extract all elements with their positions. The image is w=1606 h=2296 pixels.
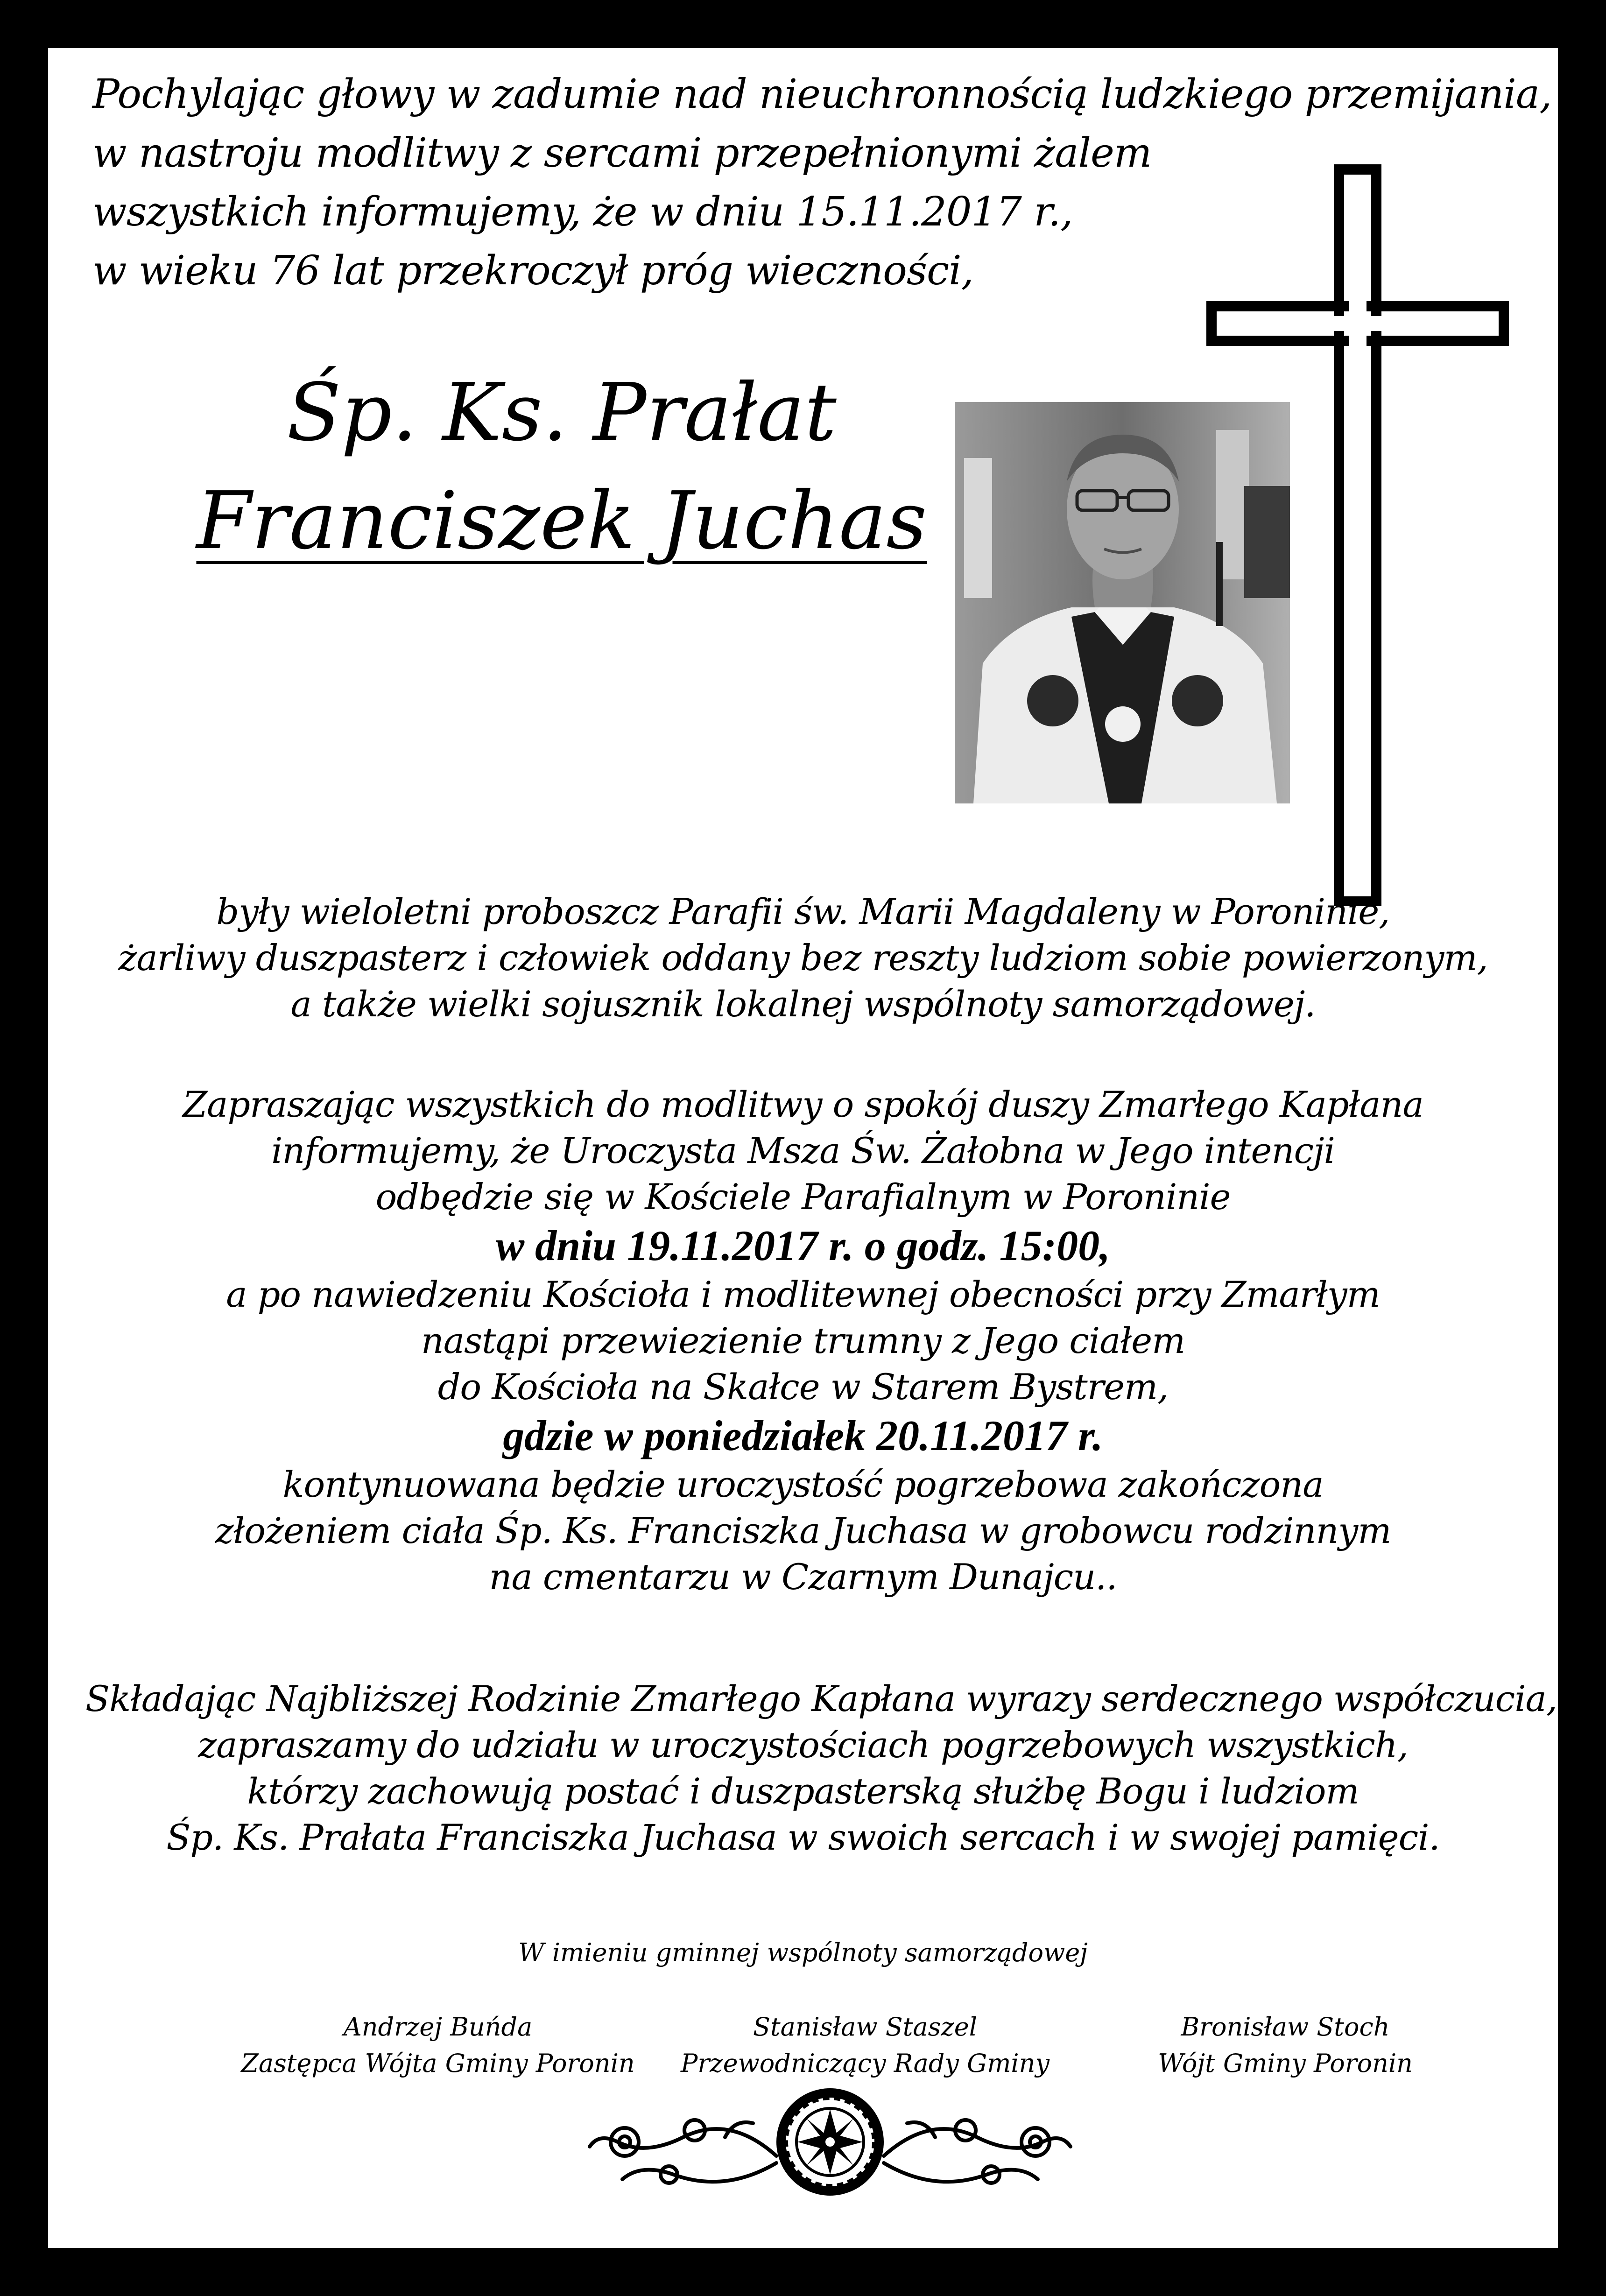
text-line: żarliwy duszpasterz i człowiek oddany bez reszty ludziom sobie powierzonym, — [118, 937, 1488, 979]
text-line: Śp. Ks. Prałata Franciszka Juchasa w swoich sercach i w swojej pamięci. — [166, 1817, 1440, 1858]
text-line: informujemy, że Uroczysta Msza Św. Żałobna w Jego intencji — [271, 1130, 1335, 1171]
condolences-paragraph — [85, 1676, 1557, 1860]
folk-rosette-ornament-icon — [576, 2086, 1085, 2198]
text-line: a także wielki sojusznik lokalnej wspólnoty samorządowej. — [290, 983, 1316, 1025]
text-line: zapraszamy do udziału w uroczystościach pogrzebowych wszystkich, — [198, 1724, 1408, 1766]
biography-paragraph — [85, 888, 1521, 1027]
text-line: którzy zachowują postać i duszpasterską służbę Bogu i ludziom — [247, 1770, 1359, 1812]
obituary-page — [48, 48, 1558, 2248]
text-line: a po nawiedzeniu Kościoła i modlitewnej obecności przy Zmarłym — [226, 1274, 1380, 1315]
deceased-title — [155, 359, 968, 575]
signature-preface: W imieniu gminnej wspólnoty samorządowej — [518, 1938, 1088, 1967]
intro-line: w nastroju modlitwy z sercami przepełnionymi żalem — [92, 130, 1152, 176]
burial-date: gdzie w poniedziałek 20.11.2017 r. — [503, 1412, 1103, 1459]
text-line: Zapraszając wszystkich do modlitwy o spokój duszy Zmarłego Kapłana — [183, 1084, 1423, 1125]
deceased-name: Franciszek Juchas — [196, 475, 927, 567]
intro-text — [92, 65, 1552, 300]
signature-block — [228, 2009, 648, 2082]
signatory-role: Wójt Gminy Poronin — [1158, 2049, 1413, 2078]
intro-line: w wieku 76 lat przekroczył próg wieczności, — [92, 247, 974, 294]
signatory-name: Andrzej Buńda — [343, 2012, 533, 2042]
signatory-name: Bronisław Stoch — [1181, 2012, 1390, 2042]
intro-line: wszystkich informujemy, że w dniu 15.11.2017 r., — [92, 189, 1073, 235]
text-line: nastąpi przewiezienie trumny z Jego ciałem — [421, 1320, 1185, 1361]
text-line: były wieloletni proboszcz Parafii św. Marii Magdaleny w Poroninie, — [216, 891, 1390, 932]
title-honorific: Śp. Ks. Prałat — [287, 366, 837, 459]
text-line: Składając Najbliższej Rodzinie Zmarłego Kapłana wyrazy serdecznego współczucia, — [85, 1678, 1557, 1719]
text-line: złożeniem ciała Śp. Ks. Franciszka Juchasa w grobowcu rodzinnym — [215, 1510, 1391, 1551]
text-line: odbędzie się w Kościele Parafialnym w Poroninie — [375, 1176, 1231, 1218]
text-line: do Kościoła na Skałce w Starem Bystrem, — [437, 1366, 1169, 1408]
signature-block — [1075, 2009, 1495, 2082]
text-line: na cmentarzu w Czarnym Dunajcu.. — [489, 1556, 1117, 1598]
mass-date: w dniu 19.11.2017 r. o godz. 15:00, — [495, 1222, 1111, 1269]
signatory-name: Stanisław Staszel — [753, 2012, 977, 2042]
signatory-role: Przewodniczący Rady Gminy — [681, 2049, 1050, 2078]
text-line: kontynuowana będzie uroczystość pogrzebowa zakończona — [282, 1464, 1324, 1505]
signatory-role: Zastępca Wójta Gminy Poronin — [241, 2049, 635, 2078]
signature-block — [655, 2009, 1075, 2082]
funeral-info-paragraph — [85, 1081, 1521, 1600]
intro-line: Pochylając głowy w zadumie nad nieuchronnością ludzkiego przemijania, — [92, 71, 1552, 118]
cross-icon — [1206, 164, 1509, 906]
